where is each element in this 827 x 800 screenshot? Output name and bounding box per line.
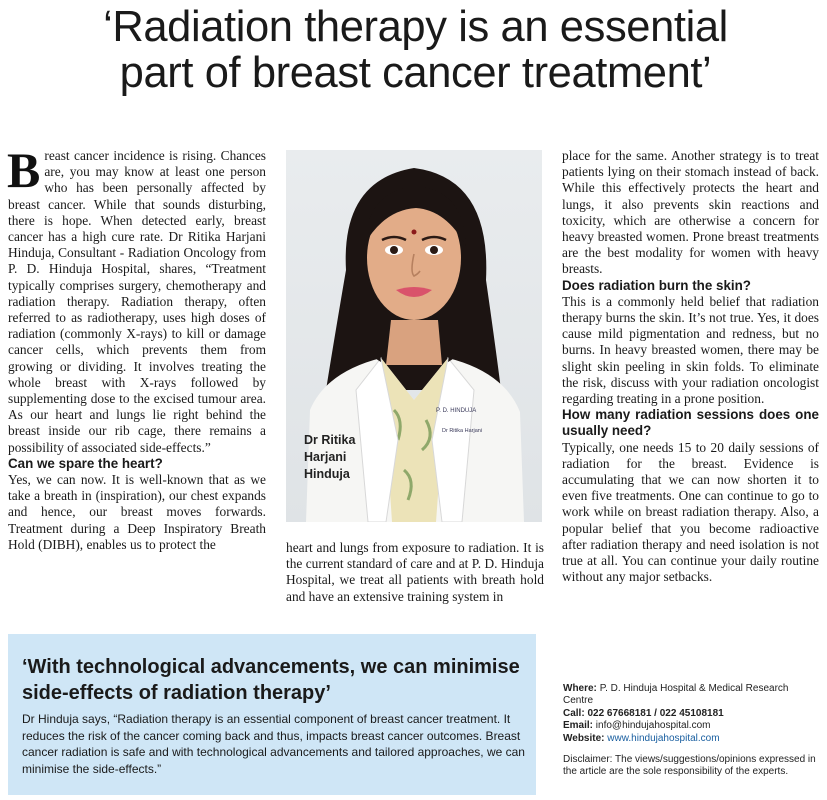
call-label: Call:: [563, 707, 585, 719]
burn-text: This is a commonly held belief that radiation therapy burns the skin. It’s not true. Yes, it does cause mild pigmentation and redness, but no burns. In heavy breasted women, there may be slight skin peeling in skin folds. To eliminate the risk, discuss with your radiation oncologist regarding treating in a prone position.: [562, 293, 819, 407]
headline-line-2: part of breast cancer treatment’: [119, 49, 712, 97]
heading-spare-heart: Can we spare the heart?: [8, 455, 163, 471]
photo-caption: [304, 432, 355, 483]
contact-email: [563, 720, 819, 732]
caption-line-3: Hinduja: [304, 467, 350, 481]
contact-website: [563, 733, 819, 745]
website-link[interactable]: www.hindujahospital.com: [607, 732, 720, 744]
email-label: Email:: [563, 720, 594, 732]
headline-line-1: ‘Radiation therapy is an essential: [103, 3, 728, 51]
heart-text-part-b: heart and lungs from exposure to radiation. It is the current standard of care and at P. D. Hinduja Hospital, we treat all patients with breath hold and have an extensive training system in: [286, 540, 544, 604]
heading-sessions: How many radiation sessions does one usually need?: [562, 407, 819, 439]
email-value[interactable]: info@hindujahospital.com: [595, 720, 711, 732]
intro-paragraph: [7, 142, 266, 456]
column-3: [562, 148, 819, 585]
intro-text: reast cancer incidence is rising. Chances are, you may know at least one person who has been personally affected by breast cancer. While that sounds disturbing, there is hope. When detected early, breast cancer has a high cure rate. Dr Ritika Harjani Hinduja, Consultant - Radiation Oncology from P. D. Hinduja Hospital, shares, “Treatment typically comprises surgery, chemotherapy and radiation therapy. Radiation therapy, often referred to as radiotherapy, uses high doses of radiation (commonly X-rays) to kill or damage cancer cells, which prevents them from growing or dividing. It involves treating the whole breast with X-rays followed by supplementing dose to the excised tumour area. As our heart and lungs lie right behind the breast inside our rib cage, there remains a possibility of associated side-effects.”: [8, 148, 266, 455]
column-2: [286, 540, 544, 605]
coat-embroidery-text: P. D. HINDUJA: [436, 408, 477, 414]
heart-text-part-a: Yes, we can now. It is well-known that as we take a breath in (inspiration), our chest expands and hence, our breast moves forwards. Treatment during a Deep Inspiratory Breath Hold (DIBH), enables us to protect the: [8, 472, 266, 552]
heart-text-part-c: place for the same. Another strategy is to treat patients lying on their stomach instead of back. While this effectively protects the heart and lungs, it also prevents skin reactions and toxicity, which are otherwise a concern for heavy breasted women. Prone breast treatments are the best modality for women with heavy breasts.: [562, 148, 819, 277]
where-label: Where:: [563, 683, 597, 694]
headline: [8, 4, 823, 96]
contact-info: [563, 683, 819, 788]
contact-call: [563, 708, 819, 720]
disclaimer: Disclaimer: The views/suggestions/opinions expressed in the article are the sole responsibility of the experts.: [563, 754, 816, 778]
website-label: Website:: [563, 732, 605, 744]
sessions-text: Typically, one needs 15 to 20 daily sessions of radiation for the breast. Evidence is accumulating that we can now shorten it to even five treatments. One can continue to go to work while on breast radiation therapy. Also, a popular belief that you become radioactive after radiation therapy and need isolation is not true at all. You can continue your daily routine without any major setbacks.: [562, 439, 819, 585]
call-value: 022 67668181 / 022 45108181: [587, 707, 724, 719]
column-1: [7, 142, 266, 553]
contact-where: [563, 683, 819, 708]
caption-line-2: Harjani: [304, 450, 347, 464]
coat-name-text: Dr Ritika Harjani: [442, 428, 483, 434]
where-value: P. D. Hinduja Hospital & Medical Research Centre: [563, 683, 789, 707]
doctor-photo: [286, 150, 542, 522]
caption-line-1: Dr Ritika: [304, 433, 356, 447]
pull-quote-body: Dr Hinduja says, “Radiation therapy is an essential component of breast cancer treatment. It reduces the risk of the cancer coming back and thus, impacts breast cancer outcomes. Breast cancer radiation is safe and with technological advancements and tailored approaches, we can minimise the side-effects.”: [22, 712, 525, 776]
pull-quote: ‘With technological advancements, we can minimise side-effects of radiation therapy’: [22, 656, 520, 704]
pull-quote-box: [8, 634, 536, 795]
drop-cap: B: [7, 142, 41, 198]
heading-burn-skin: Does radiation burn the skin?: [562, 277, 751, 293]
